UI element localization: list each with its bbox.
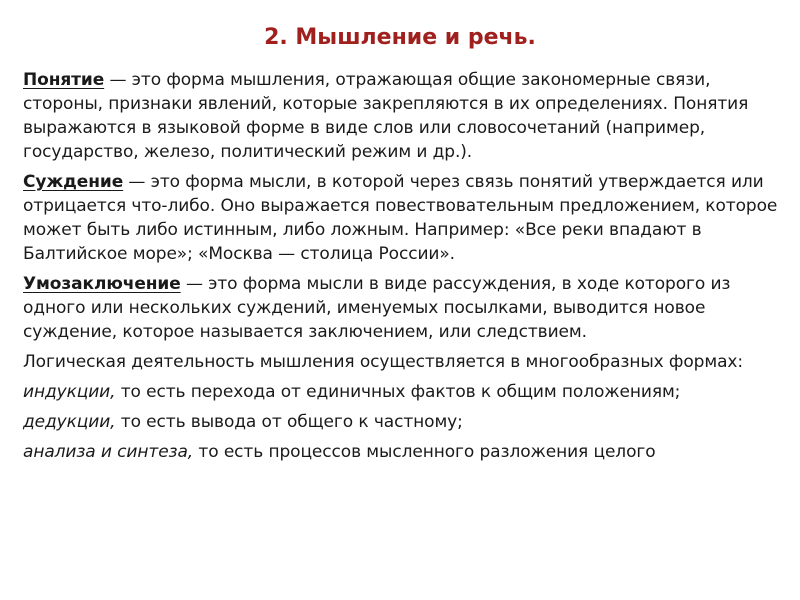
slide-title: 2. Мышление и речь. <box>264 25 536 50</box>
slide-body <box>23 68 783 470</box>
definition-induction: то есть перехода от единичных фактов к общим положениям; <box>115 382 681 402</box>
term-suzhdenie: Суждение <box>23 172 124 192</box>
term-deduction: дедукции, <box>23 412 116 432</box>
term-induction: индукции, <box>23 382 116 402</box>
paragraph-induction <box>23 380 783 404</box>
definition-ponyatie: — это форма мышления, отражающая общие закономерные связи, стороны, признаки явлений, которые закрепляются в их определениях. Понятия выражаются в языковой форме в виде слов или словосочетаний (например, государство, железо, политический режим и др.). <box>23 70 749 162</box>
logical-activity-text: Логическая деятельность мышления осуществляется в многообразных формах: <box>23 352 743 372</box>
definition-analysis: то есть процессов мысленного разложения целого <box>193 442 656 462</box>
definition-suzhdenie: — это форма мысли, в которой через связь понятий утверждается или отрицается что-либо. Оно выражается повествовательным предложением, которое может быть либо истинным, либо ложным. Например: «Все реки впадают в Балтийское море»; «Москва — столица России». <box>23 172 778 264</box>
term-ponyatie: Понятие <box>23 70 105 90</box>
paragraph-analysis <box>23 440 783 464</box>
paragraph-deduction <box>23 410 783 434</box>
definition-deduction: то есть вывода от общего к частному; <box>115 412 463 432</box>
paragraph-suzhdenie <box>23 170 783 266</box>
paragraph-logical-activity <box>23 350 783 374</box>
definition-umozaklyuchenie: — это форма мысли в виде рассуждения, в ходе которого из одного или нескольких суждений, именуемых посылками, выводится новое суждение, которое называется заключением, или следствием. <box>23 274 731 342</box>
term-analysis: анализа и синтеза, <box>23 442 194 462</box>
paragraph-umozaklyuchenie <box>23 272 783 344</box>
term-umozaklyuchenie: Умозаключение <box>23 274 181 294</box>
paragraph-ponyatie <box>23 68 783 164</box>
